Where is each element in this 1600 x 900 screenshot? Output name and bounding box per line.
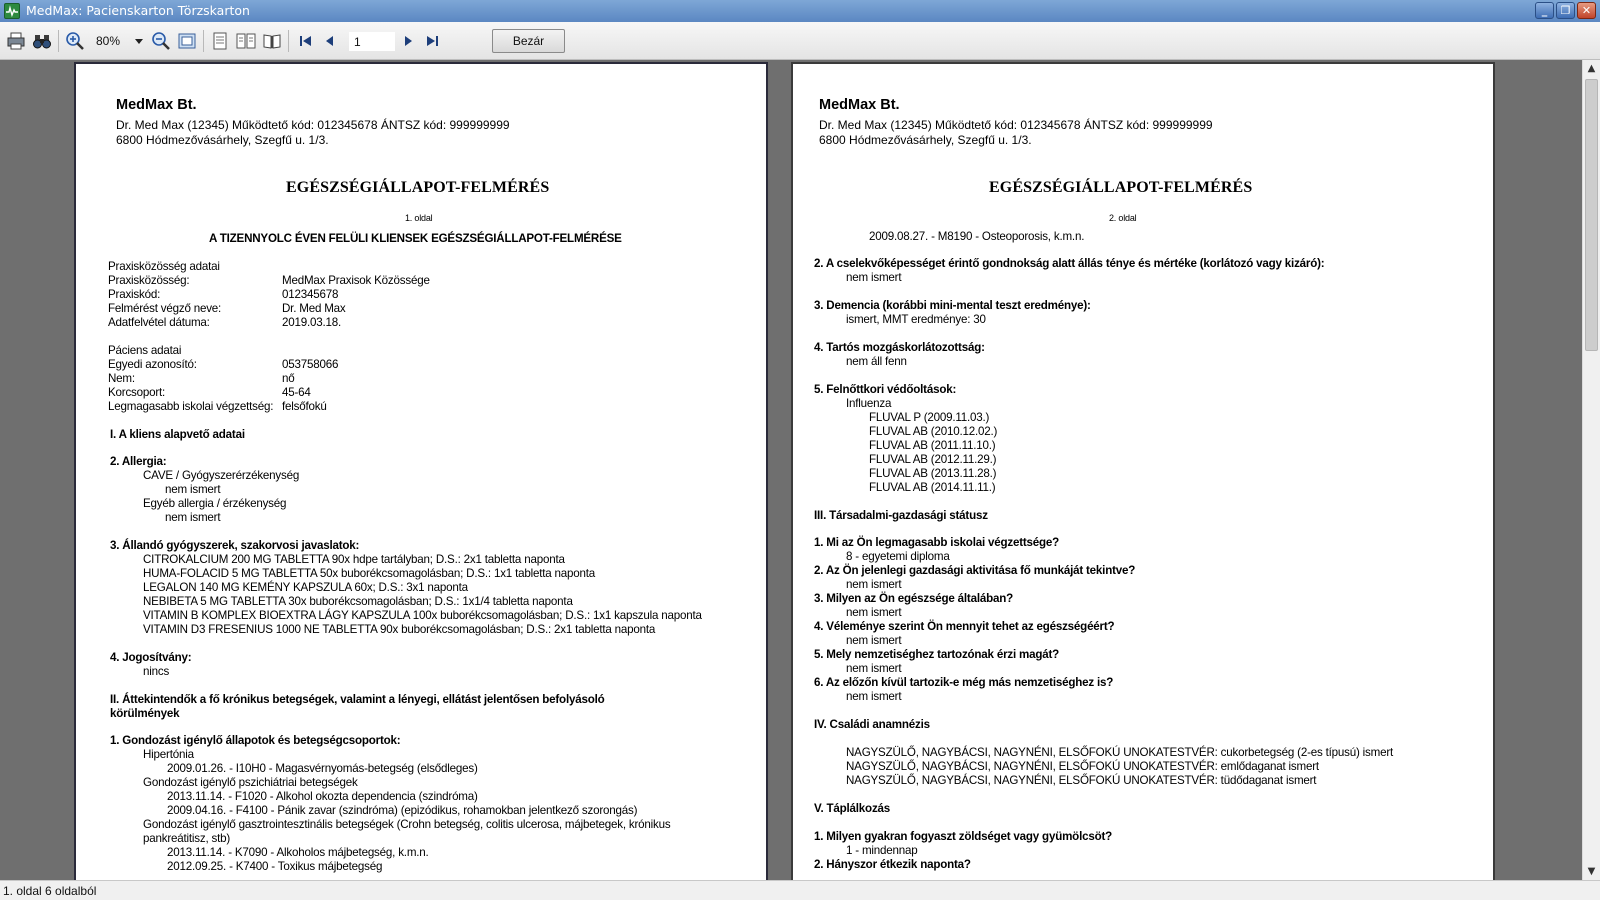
practice-value: 012345678 <box>282 288 339 301</box>
status-bar <box>0 880 1600 900</box>
vaccine-line: FLUVAL AB (2010.12.02.) <box>869 425 998 438</box>
chevron-down-icon <box>135 39 143 44</box>
zoom-in-icon[interactable] <box>65 31 85 51</box>
med-line: NEBIBETA 5 MG TABLETTA 30x buborékcsomagolásban; D.S.: 1x1/4 tabletta naponta <box>143 595 573 608</box>
document-subtitle: A TIZENNYOLC ÉVEN FELÜLI KLIENSEK EGÉSZSÉGIÁLLAPOT-FELMÉRÉSE <box>209 232 622 245</box>
close-button[interactable]: Bezár <box>492 29 565 53</box>
family-line: NAGYSZÜLŐ, NAGYBÁCSI, NAGYNÉNI, ELSŐFOKÚ UNOKATESTVÉR: emlődaganat ismert <box>846 760 1319 773</box>
practice-label: Praxiskód: <box>108 288 161 301</box>
patient-label: Nem: <box>108 372 135 385</box>
med-line: LEGALON 140 MG KEMÉNY KAPSZULA 60x; D.S.: 3x1 naponta <box>143 581 468 594</box>
care-line: pankreátitisz, stb) <box>143 832 231 845</box>
patient-label: Legmagasabb iskolai végzettség: <box>108 400 274 413</box>
answer: nem ismert <box>846 690 902 703</box>
practice-value: MedMax Praxisok Közössége <box>282 274 430 287</box>
allergy-line: Egyéb allergia / érzékenység <box>143 497 287 510</box>
care-heading: 1. Gondozást igénylő állapotok és betegségcsoportok: <box>110 734 401 747</box>
document-title: EGÉSZSÉGIÁLLAPOT-FELMÉRÉS <box>989 179 1253 196</box>
question: 5. Mely nemzetiséghez tartozónak érzi magát? <box>814 648 1060 661</box>
section-heading: II. Áttekintendők a fő krónikus betegségek, valamint a lényegi, ellátást jelentősen befolyásoló <box>110 693 605 706</box>
med-line: VITAMIN B KOMPLEX BIOEXTRA LÁGY KAPSZULA 100x buborékcsomagolásban; D.S.: 1x1 kapszula naponta <box>143 609 702 622</box>
document-page-1 <box>74 62 768 880</box>
practice-value: Dr. Med Max <box>282 302 346 315</box>
page-number-label: 2. oldal <box>1109 213 1137 223</box>
answer: Influenza <box>846 397 892 410</box>
care-line: 2013.11.14. - F1020 - Alkohol okozta dependencia (szindróma) <box>167 790 478 803</box>
first-page-icon[interactable] <box>296 31 316 51</box>
allergy-line: nem ismert <box>165 511 221 524</box>
section-heading: III. Társadalmi-gazdasági státusz <box>814 509 988 522</box>
page-number-input[interactable] <box>349 32 395 51</box>
vertical-scrollbar[interactable] <box>1582 60 1600 880</box>
patient-value: 45-64 <box>282 386 311 399</box>
family-line: NAGYSZÜLŐ, NAGYBÁCSI, NAGYNÉNI, ELSŐFOKÚ UNOKATESTVÉR: cukorbetegség (2-es típusú) ismert <box>846 746 1394 759</box>
answer: nem ismert <box>846 634 902 647</box>
page-status: 1. oldal 6 oldalból <box>3 884 97 898</box>
answer: 1 - mindennap <box>846 844 918 857</box>
family-line: NAGYSZÜLŐ, NAGYBÁCSI, NAGYNÉNI, ELSŐFOKÚ UNOKATESTVÉR: tüdődaganat ismert <box>846 774 1317 787</box>
meds-heading: 3. Állandó gyógyszerek, szakorvosi javaslatok: <box>110 539 360 552</box>
care-line: 2013.11.14. - K7090 - Alkoholos májbetegség, k.m.n. <box>167 846 429 859</box>
license-heading: 4. Jogosítvány: <box>110 651 192 664</box>
zoom-select[interactable] <box>92 31 146 51</box>
zoom-value: 80% <box>96 34 121 48</box>
med-line: CITROKALCIUM 200 MG TABLETTA 90x hdpe tartályban; D.S.: 2x1 tabletta naponta <box>143 553 565 566</box>
practice-label: Praxisközösség: <box>108 274 190 287</box>
patient-value: nő <box>282 372 295 385</box>
practice-heading: Praxisközösség adatai <box>108 260 220 273</box>
section-heading: I. A kliens alapvető adatai <box>110 428 245 441</box>
restore-button[interactable]: ❐ <box>1556 2 1575 19</box>
vaccine-line: FLUVAL AB (2012.11.29.) <box>869 453 997 466</box>
single-page-icon[interactable] <box>210 31 230 51</box>
patient-label: Egyedi azonosító: <box>108 358 197 371</box>
vaccine-line: FLUVAL P (2009.11.03.) <box>869 411 990 424</box>
patient-value: 053758066 <box>282 358 339 371</box>
header-line-2: 6800 Hódmezővásárhely, Szegfű u. 1/3. <box>819 133 1032 147</box>
question: 2. Hányszor étkezik naponta? <box>814 858 971 871</box>
question: 4. Tartós mozgáskorlátozottság: <box>814 341 985 354</box>
patient-value: felsőfokú <box>282 400 327 413</box>
license-value: nincs <box>143 665 170 678</box>
title-bar <box>0 0 1600 22</box>
binoculars-icon[interactable] <box>32 31 52 51</box>
practice-value: 2019.03.18. <box>282 316 342 329</box>
vaccine-line: FLUVAL AB (2011.11.10.) <box>869 439 996 452</box>
answer: nem ismert <box>846 578 902 591</box>
question: 3. Demencia (korábbi mini-mental teszt eredménye): <box>814 299 1091 312</box>
scroll-up-arrow-icon[interactable]: ▲ <box>1587 63 1596 74</box>
care-line: 2012.09.25. - K7400 - Toxikus májbetegség <box>167 860 383 873</box>
diagnosis-line: 2009.08.27. - M8190 - Osteoporosis, k.m.n. <box>869 230 1085 243</box>
printer-icon[interactable] <box>6 31 26 51</box>
two-page-icon[interactable] <box>236 31 256 51</box>
answer: nem ismert <box>846 662 902 675</box>
minimize-button[interactable]: _ <box>1535 2 1554 19</box>
toolbar <box>0 22 1600 60</box>
question: 4. Véleménye szerint Ön mennyit tehet az egészségéért? <box>814 620 1115 633</box>
document-title: EGÉSZSÉGIÁLLAPOT-FELMÉRÉS <box>286 179 550 196</box>
question: 2. Az Ön jelenlegi gazdasági aktivitása fő munkáját tekintve? <box>814 564 1136 577</box>
allergy-line: CAVE / Gyógyszerérzékenység <box>143 469 300 482</box>
last-page-icon[interactable] <box>422 31 442 51</box>
zoom-out-icon[interactable] <box>151 31 171 51</box>
answer: nem ismert <box>846 271 902 284</box>
allergy-line: nem ismert <box>165 483 221 496</box>
question: 5. Felnőttkori védőoltások: <box>814 383 957 396</box>
page-number-label: 1. oldal <box>405 213 433 223</box>
header-line-1: Dr. Med Max (12345) Működtető kód: 012345678 ÁNTSZ kód: 999999999 <box>116 118 510 132</box>
vaccine-line: FLUVAL AB (2014.11.11.) <box>869 481 996 494</box>
scroll-down-arrow-icon[interactable]: ▼ <box>1587 866 1596 877</box>
fit-page-icon[interactable] <box>177 31 197 51</box>
header-line-2: 6800 Hódmezővásárhely, Szegfű u. 1/3. <box>116 133 329 147</box>
question: 6. Az előzőn kívül tartozik-e még más nemzetiséghez is? <box>814 676 1114 689</box>
scrollbar-thumb[interactable] <box>1585 79 1598 351</box>
document-viewport[interactable] <box>0 60 1582 880</box>
close-window-button[interactable]: ✕ <box>1577 2 1596 19</box>
answer: ismert, MMT eredménye: 30 <box>846 313 986 326</box>
vaccine-line: FLUVAL AB (2013.11.28.) <box>869 467 997 480</box>
question: 1. Milyen gyakran fogyaszt zöldséget vagy gyümölcsöt? <box>814 830 1113 843</box>
answer: 8 - egyetemi diploma <box>846 550 950 563</box>
answer: nem ismert <box>846 606 902 619</box>
app-icon <box>4 3 20 19</box>
practice-label: Adatfelvétel dátuma: <box>108 316 210 329</box>
question: 1. Mi az Ön legmagasabb iskolai végzettsége? <box>814 536 1060 549</box>
care-line: Gondozást igénylő gasztrointesztinális betegségek (Crohn betegség, colitis ulcerosa, májbetegek, krónikus <box>143 818 671 831</box>
care-line: Hipertónia <box>143 748 194 761</box>
document-page-2 <box>791 62 1495 880</box>
answer: nem áll fenn <box>846 355 907 368</box>
med-line: VITAMIN D3 FRESENIUS 1000 NE TABLETTA 90x buborékcsomagolásban; D.S.: 2x1 tabletta naponta <box>143 623 656 636</box>
book-icon[interactable] <box>262 31 282 51</box>
care-line: 2009.04.16. - F4100 - Pánik zavar (szindróma) (epizódikus, rohamokban jelentkező szorongás) <box>167 804 638 817</box>
section-heading-cont: körülmények <box>110 707 180 720</box>
care-line: 2009.01.26. - I10H0 - Magasvérnyomás-betegség (elsődleges) <box>167 762 478 775</box>
header-line-1: Dr. Med Max (12345) Működtető kód: 012345678 ÁNTSZ kód: 999999999 <box>819 118 1213 132</box>
practice-label: Felmérést végző neve: <box>108 302 222 315</box>
allergy-heading: 2. Allergia: <box>110 455 167 468</box>
med-line: HUMA-FOLACID 5 MG TABLETTA 50x buborékcsomagolásban; D.S.: 1x1 tabletta naponta <box>143 567 596 580</box>
section-heading: IV. Családi anamnézis <box>814 718 930 731</box>
prev-page-icon[interactable] <box>320 31 340 51</box>
question: 2. A cselekvőképességet érintő gondnokság alatt állás ténye és mértéke (korlátozó vagy kizáró): <box>814 257 1325 270</box>
window-title: MedMax: Pacienskarton Törzskarton <box>26 3 250 18</box>
care-line: Gondozást igénylő pszichiátriai betegségek <box>143 776 358 789</box>
patient-label: Korcsoport: <box>108 386 166 399</box>
section-heading: V. Táplálkozás <box>814 802 891 815</box>
question: 3. Milyen az Ön egészsége általában? <box>814 592 1013 605</box>
company-name: MedMax Bt. <box>819 97 900 113</box>
next-page-icon[interactable] <box>398 31 418 51</box>
company-name: MedMax Bt. <box>116 97 197 113</box>
patient-heading: Páciens adatai <box>108 344 182 357</box>
